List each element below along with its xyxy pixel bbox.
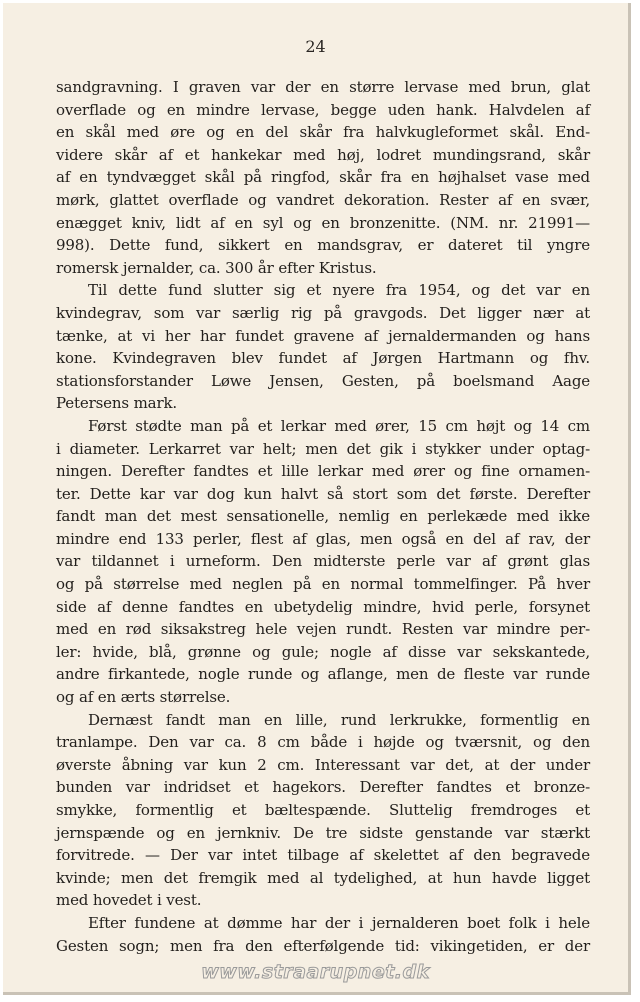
body-text [56, 76, 590, 957]
text-line: tranlampe. Den var ca. 8 cm både i højde og tværsnit, og den [56, 733, 590, 752]
text-line: tænke, at vi her har fundet gravene af jernaldermanden og hans [56, 326, 590, 345]
text-line: Til dette fund slutter sig et nyere fra 1954, og det var en [88, 281, 590, 300]
text-line: side af denne fandtes en ubetydelig mindre, hvid perle, forsynet [56, 597, 590, 616]
text-line: sandgravning. I graven var der en større lervase med brun, glat [56, 78, 590, 96]
text-line: kvinde; men det fremgik med al tydelighed, at hun havde ligget [56, 868, 590, 887]
text-line: jernspænde og en jernkniv. De tre sidste genstande var stærkt [56, 823, 590, 842]
text-line: ter. Dette kar var dog kun halvt så stort som det første. Derefter [56, 484, 590, 503]
text-line: med hovedet i vest. [56, 891, 202, 910]
text-line: ler: hvide, blå, grønne og gule; nogle af disse var sekskantede, [56, 642, 590, 661]
text-line: Først stødte man på et lerkar med ører, 15 cm højt og 14 cm [88, 416, 590, 435]
text-line: i diameter. Lerkarret var helt; men det gik i stykker under optag- [56, 439, 590, 458]
text-line: mindre end 133 perler, flest af glas, men også en del af rav, der [56, 529, 590, 548]
text-line: Efter fundene at dømme har der i jernalderen boet folk i hele [88, 913, 590, 932]
text-line: forvitrede. — Der var intet tilbage af skelettet af den begravede [56, 846, 590, 865]
text-line: af en tyndvægget skål på ringfod, skår fra en højhalset vase med [56, 168, 590, 187]
text-line: var tildannet i urneform. Den midterste perle var af grønt glas [56, 552, 590, 571]
text-line: andre firkantede, nogle runde og aflange, men de fleste var runde [56, 665, 590, 684]
text-line: smykke, formentlig et bæltespænde. Sluttelig fremdroges et [56, 801, 590, 819]
paragraph-5 [56, 912, 590, 957]
text-line: ningen. Derefter fandtes et lille lerkar med ører og fine ornamen- [56, 462, 590, 481]
text-line: og af en ærts størrelse. [56, 688, 231, 707]
text-line: og på størrelse med neglen på en normal tommelfinger. På hver [56, 575, 590, 594]
text-line: enægget kniv, lidt af en syl og en bronzenitte. (NM. nr. 21991— [56, 213, 590, 232]
paragraph-2 [56, 279, 590, 415]
text-line: kvindegrav, som var særlig rig på gravgods. Det ligger nær at [56, 303, 590, 322]
text-line: overflade og en mindre lervase, begge uden hank. Halvdelen af [56, 100, 590, 119]
paragraph-1 [56, 76, 590, 279]
paragraph-4 [56, 709, 590, 912]
text-line: videre skår af et hankekar med høj, lodret mundingsrand, skår [56, 145, 590, 164]
text-line: Gesten sogn; men fra den efterfølgende tid: vikingetiden, er der [56, 936, 590, 955]
text-line: Petersens mark. [56, 394, 178, 413]
text-line: en skål med øre og en del skår fra halvkugleformet skål. End- [56, 123, 590, 142]
text-line: Dernæst fandt man en lille, rund lerkrukke, formentlig en [88, 710, 590, 729]
text-line: mørk, glattet overflade og vandret dekoration. Rester af en svær, [56, 190, 590, 209]
text-line: kone. Kvindegraven blev fundet af Jørgen Hartmann og fhv. [56, 349, 590, 368]
text-line: 998). Dette fund, sikkert en mandsgrav, er dateret til yngre [56, 236, 590, 255]
text-line: øverste åbning var kun 2 cm. Interessant var det, at der under [56, 755, 590, 774]
watermark: www.straarupnet.dk [201, 961, 430, 983]
text-line: romersk jernalder, ca. 300 år efter Kristus. [56, 258, 377, 277]
book-page [3, 3, 631, 995]
text-line: med en rød siksakstreg hele vejen rundt. Resten var mindre per- [56, 620, 590, 639]
text-line: bunden var indridset et hagekors. Derefter fandtes et bronze- [56, 778, 590, 797]
page-number: 24 [305, 37, 326, 56]
paragraph-3 [56, 415, 590, 709]
text-line: fandt man det mest sensationelle, nemlig en perlekæde med ikke [56, 507, 590, 526]
text-line: stationsforstander Løwe Jensen, Gesten, på boelsmand Aage [56, 371, 590, 390]
